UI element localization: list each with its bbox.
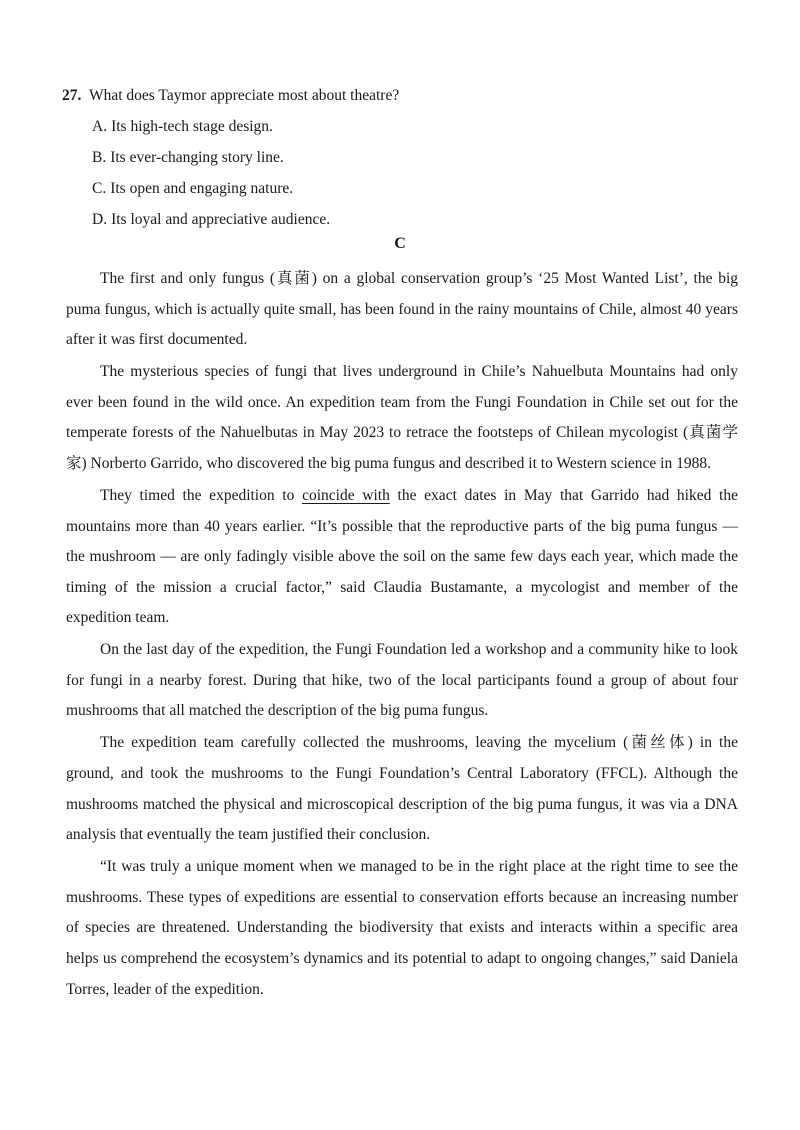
option-d (92, 204, 742, 235)
passage-paragraph-4: On the last day of the expedition, the Fungi Foundation led a workshop and a community hike to look for fungi in a nearby forest. During that hike, two of the local participants found a group of about four mushrooms that all matched the description of the big puma fungus. (66, 641, 738, 720)
option-c (92, 173, 742, 204)
passage-paragraph-2: The mysterious species of fungi that lives underground in Chile’s Nahuelbuta Mountains had only ever been found in the wild once. An expedition team from the Fungi Foundation in Chile set out for the temperate forests of the Nahuelbutas in May 2023 to retrace the footsteps of Chilean mycologist (真菌学家) Norberto Garrido, who discovered the big puma fungus and described it to Western science in 1988. (66, 363, 738, 472)
question-number: 27. (62, 87, 82, 104)
option-text: Its ever-changing story line. (110, 149, 284, 166)
reading-passage (66, 264, 738, 1007)
option-b (92, 142, 742, 173)
paragraph-text: the exact dates in May that Garrido had hiked the mountains more than 40 years earlier. “It’s possible that the reproductive parts of the big puma fungus — the mushroom — are only fadingly visible above the soil on the same few days each year, which made the timing of the mission a crucial factor,” said Claudia Bustamante, a mycologist and member of the expedition team. (66, 486, 738, 627)
question-stem (62, 80, 742, 111)
option-text: Its high-tech stage design. (111, 118, 273, 135)
option-letter: B. (92, 149, 107, 166)
question-27 (62, 80, 742, 235)
option-letter: C. (92, 180, 107, 197)
answer-options (92, 111, 742, 235)
underlined-phrase: coincide with (302, 486, 390, 504)
option-letter: D. (92, 211, 108, 228)
option-text: Its loyal and appreciative audience. (111, 211, 331, 228)
passage-paragraph-6: “It was truly a unique moment when we managed to be in the right place at the right time to see the mushrooms. These types of expeditions are essential to conservation efforts because an increasing number of species are threatened. Understanding the biodiversity that exists and interacts within a specific area helps us comprehend the ecosystem’s dynamics and its potential to adapt to ongoing changes,” said Daniela Torres, leader of the expedition. (66, 858, 738, 998)
section-title: C (394, 235, 406, 252)
option-text: Its open and engaging nature. (110, 180, 294, 197)
paragraph-text: They timed the expedition to (100, 486, 303, 504)
passage-paragraph-5: The expedition team carefully collected the mushrooms, leaving the mycelium (菌丝体) in the ground, and took the mushrooms to the Fungi Foundation’s Central Laboratory (FFCL). Although the mushrooms matched the physical and microscopical description of the big puma fungus, it was via a DNA analysis that eventually the team justified their conclusion. (66, 734, 738, 844)
question-text: What does Taymor appreciate most about theatre? (88, 87, 400, 104)
option-a (92, 111, 742, 142)
option-letter: A. (92, 118, 108, 135)
passage-paragraph-3 (66, 481, 738, 634)
passage-paragraph-1: The first and only fungus (真菌) on a global conservation group’s ‘25 Most Wanted List’, the big puma fungus, which is actually quite small, has been found in the rainy mountains of Chile, almost 40 years after it was first documented. (66, 270, 738, 349)
